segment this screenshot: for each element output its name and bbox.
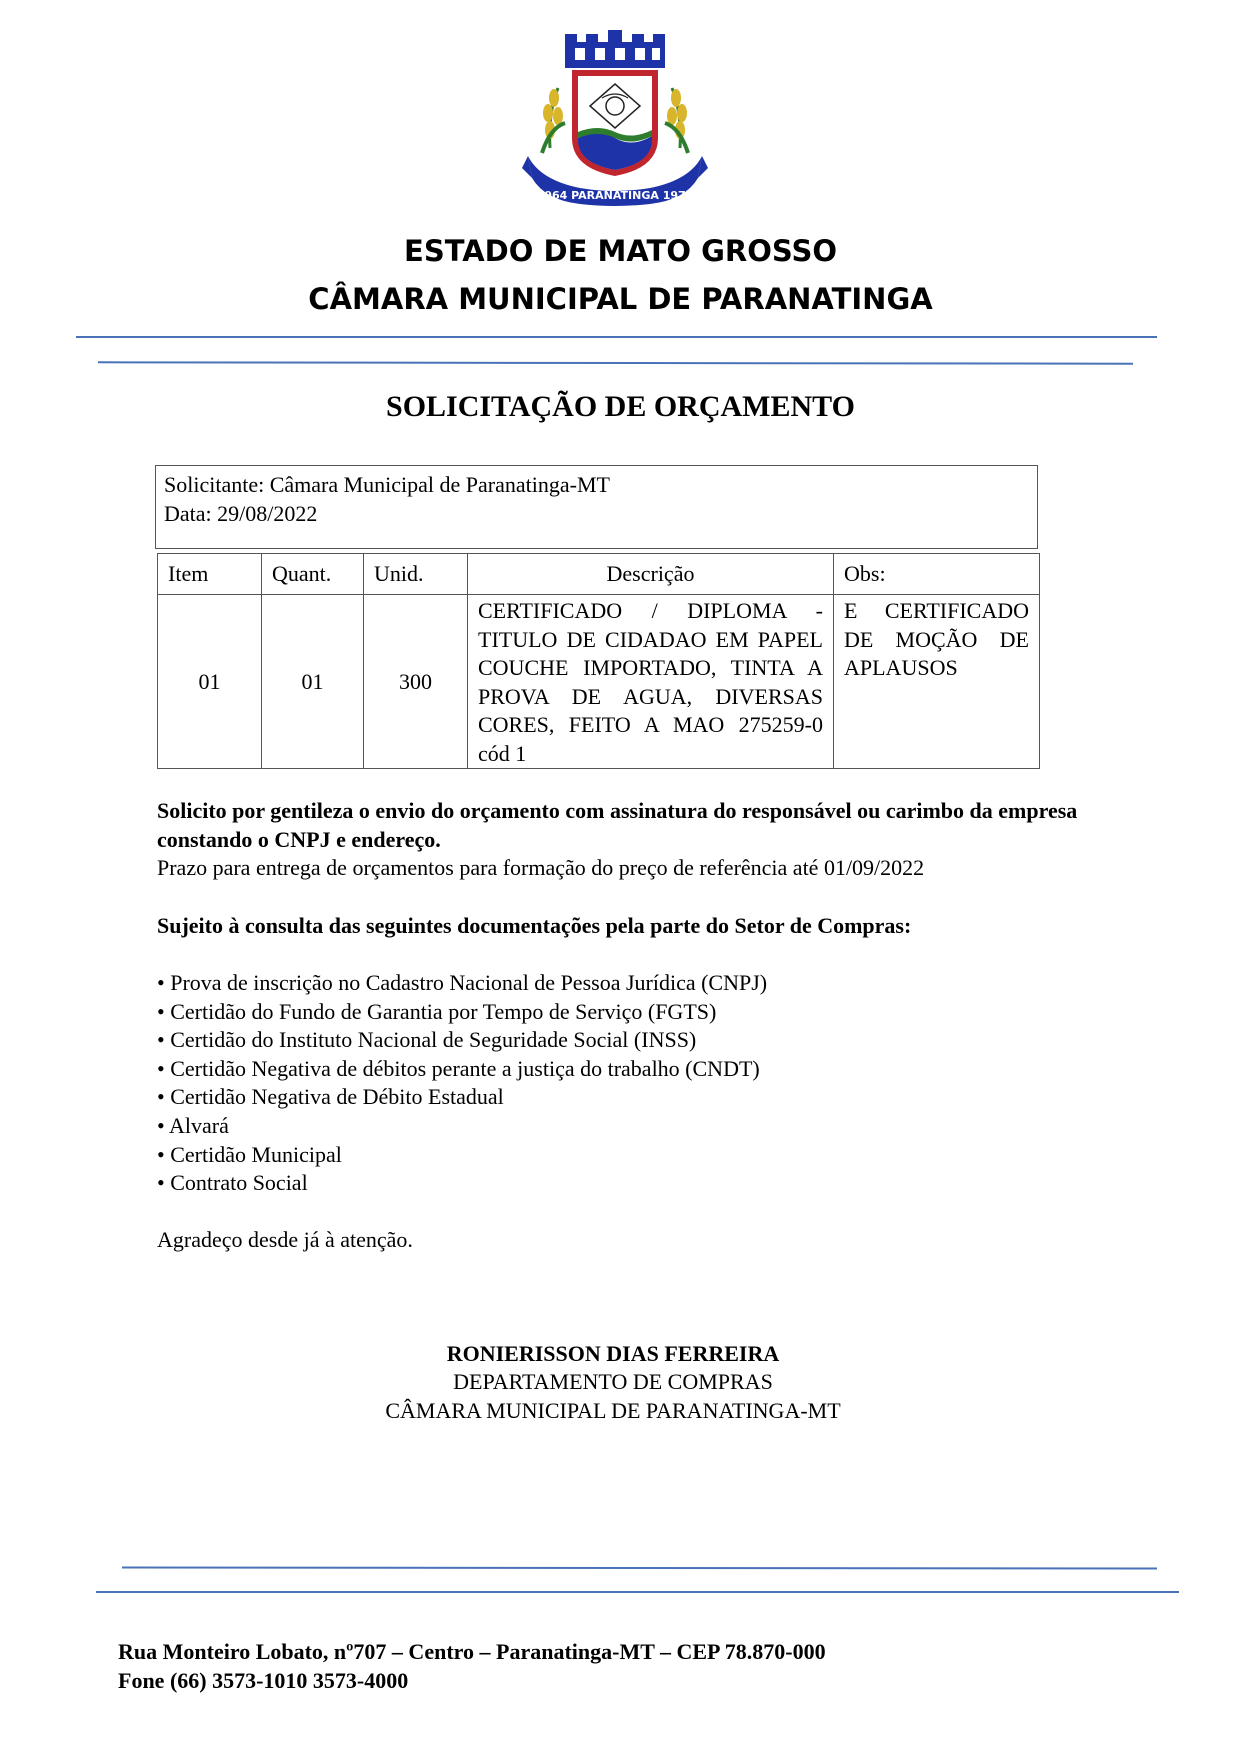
- table-row: [158, 595, 1040, 769]
- table-header-row: [158, 554, 1040, 595]
- cell-item: 01: [158, 595, 262, 769]
- list-item: • Certidão do Instituto Nacional de Seguridade Social (INSS): [157, 1027, 697, 1053]
- list-item: • Contrato Social: [157, 1170, 308, 1196]
- deadline-paragraph: Prazo para entrega de orçamentos para formação do preço de referência até 01/09/2022: [157, 855, 925, 880]
- cell-obs: E CERTIFICADO DE MOÇÃO DE APLAUSOS: [834, 595, 1040, 769]
- footer-divider: [96, 1591, 1179, 1593]
- header-state: ESTADO DE MATO GROSSO: [404, 234, 837, 268]
- cell-desc: CERTIFICADO / DIPLOMA - TITULO DE CIDADAO EM PAPEL COUCHE IMPORTADO, TINTA A PROVA DE AGUA, DIVERSAS CORES, FEITO A MAO 275259-0 cód 1: [468, 595, 834, 769]
- shield-icon: [572, 70, 658, 176]
- wheat-icon: [665, 88, 688, 153]
- quote-table: [157, 553, 1040, 769]
- list-item: • Certidão Municipal: [157, 1141, 342, 1167]
- footer-phone: Fone (66) 3573-1010 3573-4000: [118, 1668, 409, 1693]
- header-chamber: CÂMARA MUNICIPAL DE PARANATINGA: [308, 282, 933, 316]
- list-item: • Certidão Negativa de débitos perante a justiça do trabalho (CNDT): [157, 1055, 760, 1081]
- signatory-department: DEPARTAMENTO DE COMPRAS: [453, 1369, 773, 1394]
- ribbon-text: 1964 PARANATINGA 1979: [536, 189, 694, 202]
- thanks-line: Agradeço desde já à atenção.: [157, 1227, 413, 1252]
- request-info-box: [155, 465, 1038, 549]
- col-header-item: Item: [158, 554, 262, 595]
- list-item: • Alvará: [157, 1112, 229, 1138]
- crown-icon: [565, 30, 665, 68]
- request-paragraph: Solicito por gentileza o envio do orçamento com assinatura do responsável ou carimbo da empresa constando o CNPJ e endereço.: [157, 798, 1078, 852]
- signatory-organization: CÂMARA MUNICIPAL DE PARANATINGA-MT: [385, 1398, 841, 1423]
- footer-divider: [122, 1567, 1157, 1570]
- municipal-coat-of-arms: [520, 28, 710, 208]
- col-header-unid: Unid.: [364, 554, 468, 595]
- list-item: • Certidão do Fundo de Garantia por Tempo de Serviço (FGTS): [157, 998, 717, 1024]
- list-item: • Certidão Negativa de Débito Estadual: [157, 1084, 504, 1110]
- header-divider: [98, 361, 1133, 364]
- signatory-name: RONIERISSON DIAS FERREIRA: [446, 1341, 780, 1366]
- col-header-obs: Obs:: [834, 554, 1040, 595]
- wheat-icon: [542, 88, 565, 153]
- header-divider: [76, 336, 1157, 338]
- list-item: • Prova de inscrição no Cadastro Nacional de Pessoa Jurídica (CNPJ): [157, 970, 768, 995]
- cell-quant: 01: [262, 595, 364, 769]
- documents-intro: Sujeito à consulta das seguintes documentações pela parte do Setor de Compras:: [157, 913, 912, 938]
- col-header-quant: Quant.: [262, 554, 364, 595]
- footer-address: Rua Monteiro Lobato, nº707 – Centro – Paranatinga-MT – CEP 78.870-000: [118, 1639, 826, 1664]
- document-title: SOLICITAÇÃO DE ORÇAMENTO: [386, 390, 855, 423]
- col-header-desc: Descrição: [468, 554, 834, 595]
- documents-list: [157, 969, 1097, 1198]
- requester-line: Solicitante: Câmara Municipal de Paranatinga-MT: [164, 472, 610, 497]
- cell-unid: 300: [364, 595, 468, 769]
- date-line: Data: 29/08/2022: [164, 501, 318, 526]
